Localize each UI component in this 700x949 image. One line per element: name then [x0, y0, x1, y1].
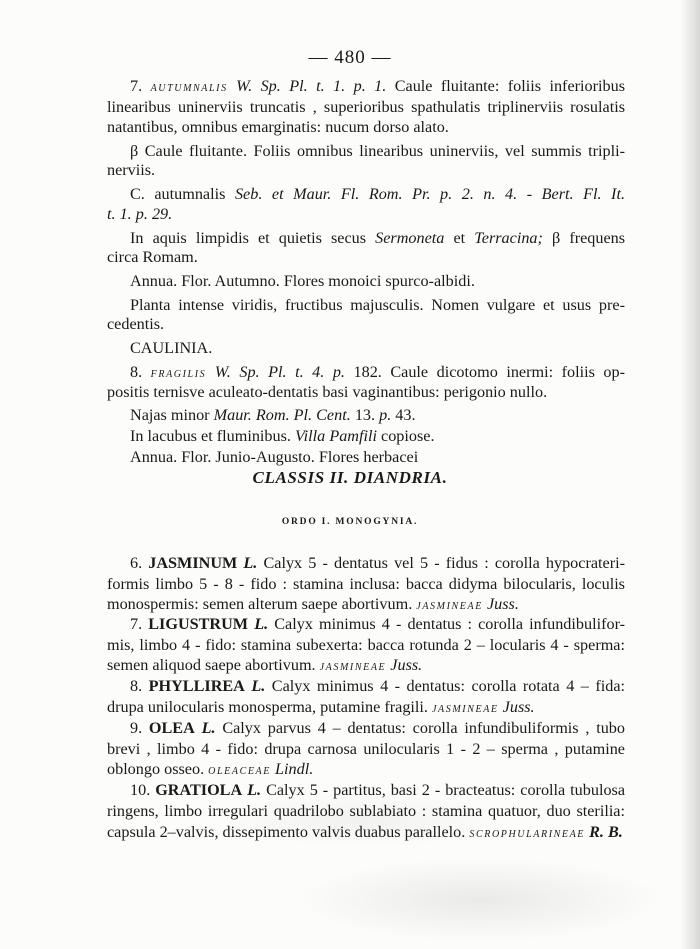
ordo-heading: ORDO I. MONOGYNIA. — [281, 517, 419, 527]
habitat-text: In lacubus et fluminibus. — [130, 427, 291, 445]
genus-name: GRATIOLA — [155, 781, 243, 799]
habitat-text: β frequens — [552, 229, 626, 247]
genus-olea-line-3 — [107, 759, 625, 782]
synonym-name: C. autumnalis — [130, 185, 226, 203]
description: Calyx minimus 4 - dentatus : corolla infundibulifor- — [274, 615, 626, 633]
entry-number: 8. — [130, 363, 143, 381]
genus-name: LIGUSTRUM — [148, 615, 249, 633]
family-author: R. B. — [589, 823, 623, 841]
description: Calyx 5 - dentatus vel 5 - fidus : corolla hypocrateri- — [263, 554, 625, 572]
synonym-reference: Maur. Rom. Pl. Cent. — [213, 406, 351, 424]
reference: W. Sp. Pl. t. 1. p. 1. — [236, 77, 387, 95]
reference-page: 182. — [353, 363, 382, 381]
genus-ligustrum-line-3 — [107, 655, 625, 678]
genus-jasminum-line-1 — [130, 553, 625, 573]
genus-phyllirea-line-2 — [107, 697, 625, 720]
entry-number: 9. — [130, 719, 143, 737]
species-name: FRAGILIS — [150, 369, 207, 380]
description: oblongo osseo. — [107, 760, 205, 778]
entry-number: 7. — [130, 615, 143, 633]
species-name: AUTUMNALIS — [150, 83, 228, 94]
habitat-text: copiose. — [381, 427, 435, 445]
reference: W. Sp. Pl. t. 4. p. — [214, 363, 345, 381]
genus-caulinia: CAULINIA. — [130, 339, 213, 357]
najas-synonym — [130, 405, 625, 425]
reference-number: 13. — [354, 406, 376, 424]
entry-autumnalis-line-1 — [130, 76, 625, 99]
flowering-note-2: Annua. Flor. Junio-Augusto. Flores herbacei — [130, 448, 419, 466]
genus-phyllirea-line-1 — [130, 676, 625, 696]
description: monospermis: semen alterum saepe abortivum. — [107, 595, 413, 613]
synonym-name: Najas minor — [130, 406, 210, 424]
genus-gratiola-line-1 — [130, 780, 625, 800]
family-name: JASMINEAE — [319, 662, 387, 673]
entry-autumnalis-line-3: natantibus, omnibus emarginatis: nucum dorso alato. — [107, 118, 449, 136]
family-author: Juss. — [502, 698, 535, 716]
planta-line-2: cedentis. — [107, 315, 165, 333]
habitat-text: et — [453, 229, 466, 247]
genus-gratiola-line-2: ringens, limbo irregulari quadrilobo sublabiato : stamina quatuor, duo sterilia: — [107, 802, 625, 820]
genus-ligustrum-line-1 — [130, 614, 625, 634]
author: L. — [251, 677, 266, 695]
beta-variety-line-1: β Caule fluitante. Foliis omnibus linearibus uninerviis, vel summis tripli- — [130, 142, 625, 160]
entry-number: 10. — [130, 781, 151, 799]
author: L. — [243, 554, 258, 572]
entry-fragilis-line-2: positis ternisve aculeato-dentatis basi vaginantibus: perigonio nullo. — [107, 383, 548, 401]
page-number: — 480 — — [308, 47, 392, 68]
family-name: OLEACEAE — [208, 766, 271, 777]
genus-name: JASMINUM — [148, 554, 238, 572]
genus-name: OLEA — [148, 719, 195, 737]
description: drupa unilocularis monosperma, putamine fragili. — [107, 698, 428, 716]
synonym-reference: Seb. et Maur. Fl. Rom. Pr. p. 2. n. 4. - Bert. Fl. It. — [234, 185, 625, 203]
description: Calyx minimus 4 - dentatus: corolla rotata 4 – fida: — [271, 677, 626, 695]
genus-olea-line-2: brevi , limbo 4 - fido: drupa carnosa unilocularis 1 - 2 – sperma , putamine — [107, 740, 625, 758]
family-name: JASMINEAE — [432, 704, 499, 715]
flowering-note-1: Annua. Flor. Autumno. Flores monoici spurco-albidi. — [130, 272, 475, 290]
genus-name: PHYLLIREA — [148, 677, 245, 695]
reference-page: 43. — [395, 406, 416, 424]
entry-number: 6. — [130, 554, 143, 572]
genus-jasminum-line-2: formis limbo 5 - 8 - fido : stamina inclusa: bacca didyma bilocularis, loculis — [107, 575, 625, 593]
author: L. — [254, 615, 269, 633]
classis-heading: CLASSIS II. DIANDRIA. — [252, 468, 448, 487]
genus-olea-line-1 — [130, 718, 625, 738]
author: L. — [201, 719, 216, 737]
entry-autumnalis-line-2: linearibus uninerviis truncatis , superioribus spathulatis triplinerviis rosulatis — [107, 98, 625, 116]
place-name: Sermoneta — [375, 229, 445, 247]
family-author: Juss. — [486, 595, 519, 613]
genus-gratiola-line-3 — [107, 822, 625, 845]
description: semen aliquod saepe abortivum. — [107, 656, 316, 674]
family-name: SCROPHULARINEAE — [469, 829, 586, 840]
family-name: JASMINEAE — [416, 601, 483, 612]
habitat-text: In aquis limpidis et quietis secus — [130, 229, 367, 247]
habitat-line-2: circa Romam. — [107, 248, 198, 266]
description: Calyx parvus 4 – dentatus: corolla infundibuliformis , tubo — [222, 719, 625, 737]
synonym-line-1 — [130, 184, 625, 204]
description: Caule dicotomo inermi: foliis op- — [390, 363, 625, 381]
family-author: Lindl. — [275, 760, 314, 778]
author: L. — [247, 781, 262, 799]
beta-variety-line-2: nerviis. — [107, 161, 156, 179]
genus-ligustrum-line-2: mis, limbo 4 - fido: stamina subexerta: bacca rotunda 2 – locularis 4 - sperma: — [107, 636, 625, 654]
entry-number: 7. — [130, 77, 143, 95]
description: Calyx 5 - partitus, basi 2 - bracteatus: corolla tubulosa — [266, 781, 626, 799]
lacubus-habitat — [130, 426, 625, 446]
habitat-line-1 — [130, 228, 625, 248]
place-name: Terracina; — [474, 229, 543, 247]
planta-line-1: Planta intense viridis, fructibus majusculis. Nomen vulgare et usus pre- — [130, 296, 625, 314]
description: capsula 2–valvis, dissepimento valvis duabus parallelo. — [107, 823, 466, 841]
family-author: Juss. — [390, 656, 423, 674]
synonym-line-2: t. 1. p. 29. — [107, 205, 173, 223]
entry-number: 8. — [130, 677, 143, 695]
place-name: Villa Pamfili — [295, 427, 377, 445]
reference-page-label: p. — [379, 406, 392, 424]
description: Caule fluitante: foliis inferioribus — [394, 77, 625, 95]
